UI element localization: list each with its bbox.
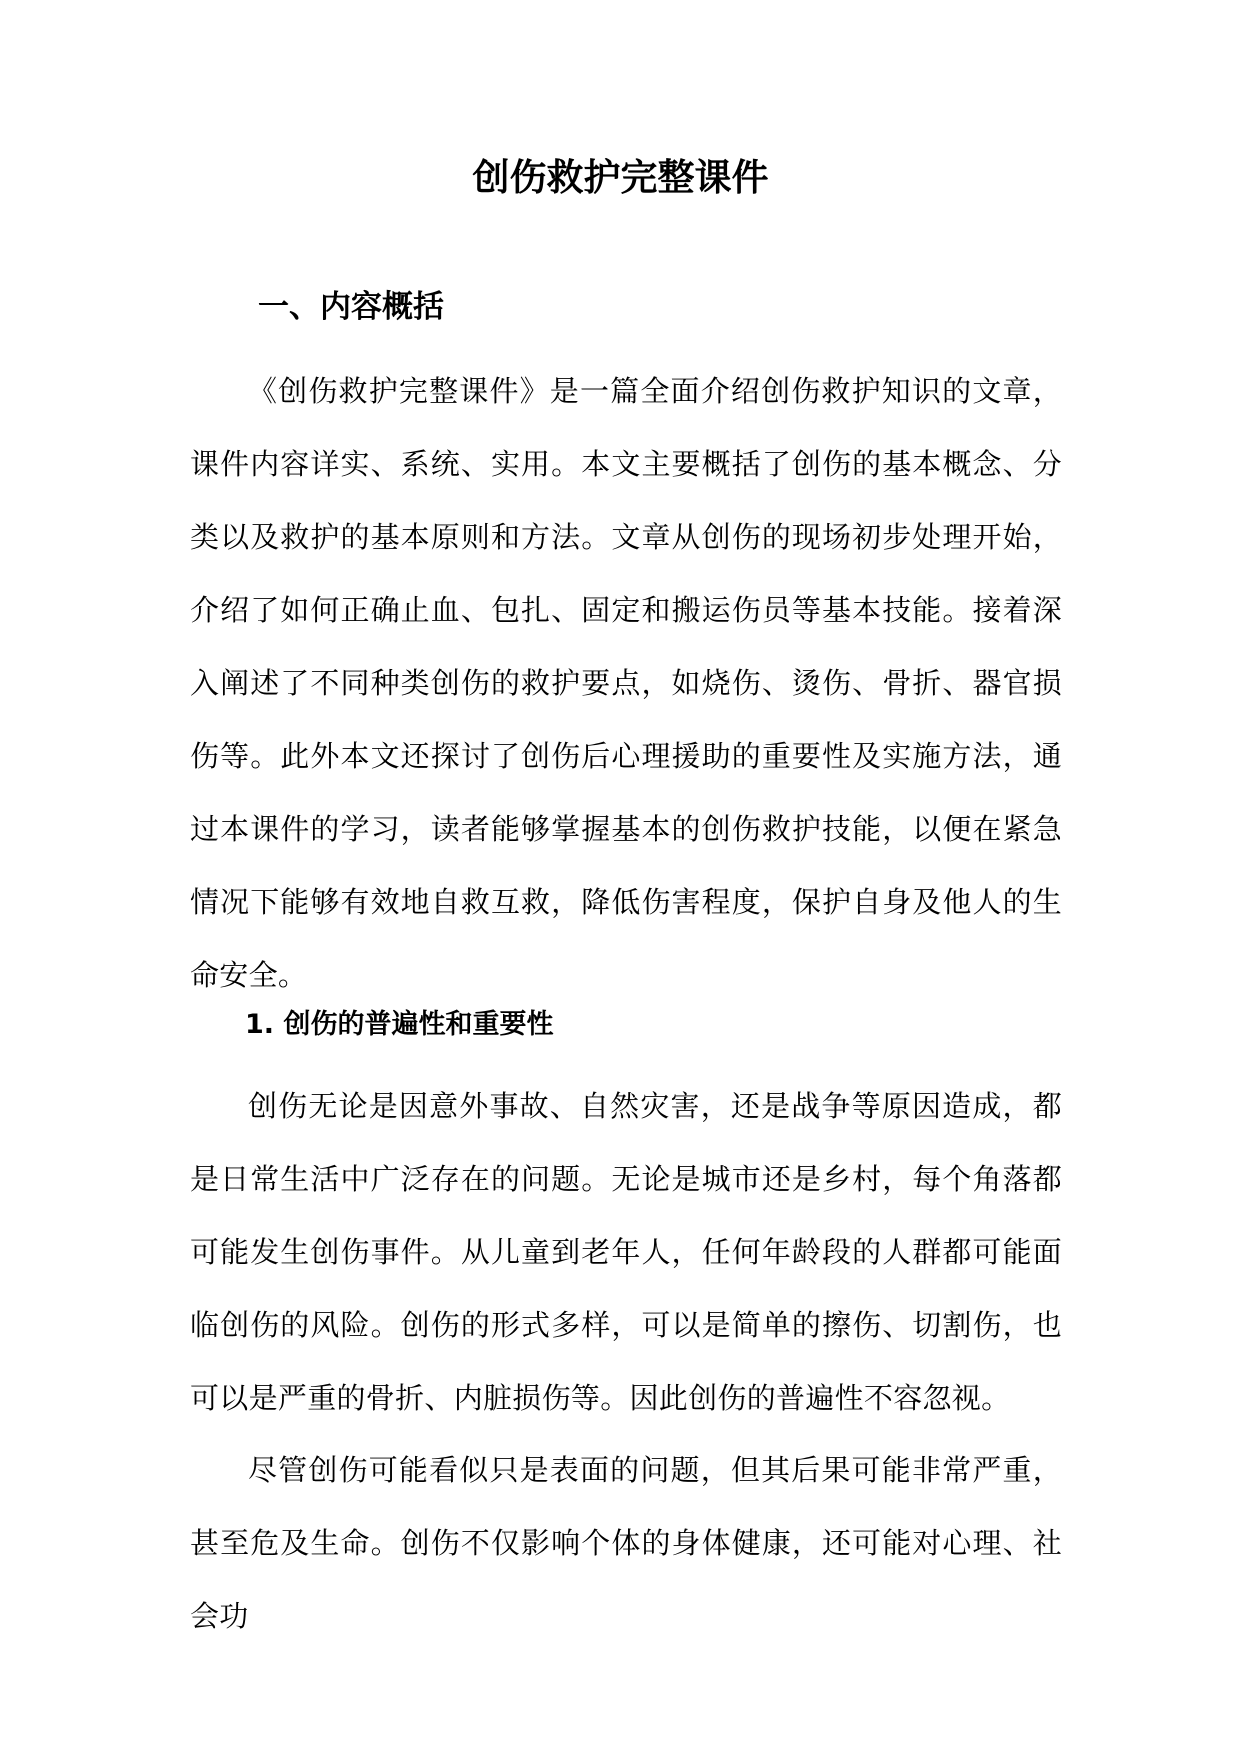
summary-paragraph: 《创伤救护完整课件》是一篇全面介绍创伤救护知识的文章，课件内容详实、系统、实用。本文主要概括了创伤的基本概念、分类以及救护的基本原则和方法。文章从创伤的现场初步处理开始，介绍了如何正确止血、包扎、固定和搬运伤员等基本技能。接着深入阐述了不同种类创伤的救护要点，如烧伤、烫伤、骨折、器官损伤等。此外本文还探讨了创伤后心理援助的重要性及实施方法，通过本课件的学习，读者能够掌握基本的创伤救护技能，以便在紧急情况下能够有效地自救互救，降低伤害程度，保护自身及他人的生命安全。 — [190, 374, 1062, 992]
body-paragraph: 创伤无论是因意外事故、自然灾害，还是战争等原因造成，都是日常生活中广泛存在的问题。无论是城市还是乡村，每个角落都可能发生创伤事件。从儿童到老年人，任何年龄段的人群都可能面临创伤的风险。创伤的形式多样，可以是简单的擦伤、切割伤，也可以是严重的骨折、内脏损伤等。因此创伤的普遍性不容忽视。 — [190, 1089, 1062, 1415]
document-title: 创伤救护完整课件 — [472, 156, 769, 199]
section-heading-summary: 一、内容概括 — [258, 289, 444, 325]
body-paragraph: 尽管创伤可能看似只是表面的问题，但其后果可能非常严重，甚至危及生命。创伤不仅影响个体的身体健康，还可能对心理、社会功 — [190, 1453, 1062, 1633]
subsection-heading-prevalence: 1. 创伤的普遍性和重要性 — [245, 1009, 554, 1040]
